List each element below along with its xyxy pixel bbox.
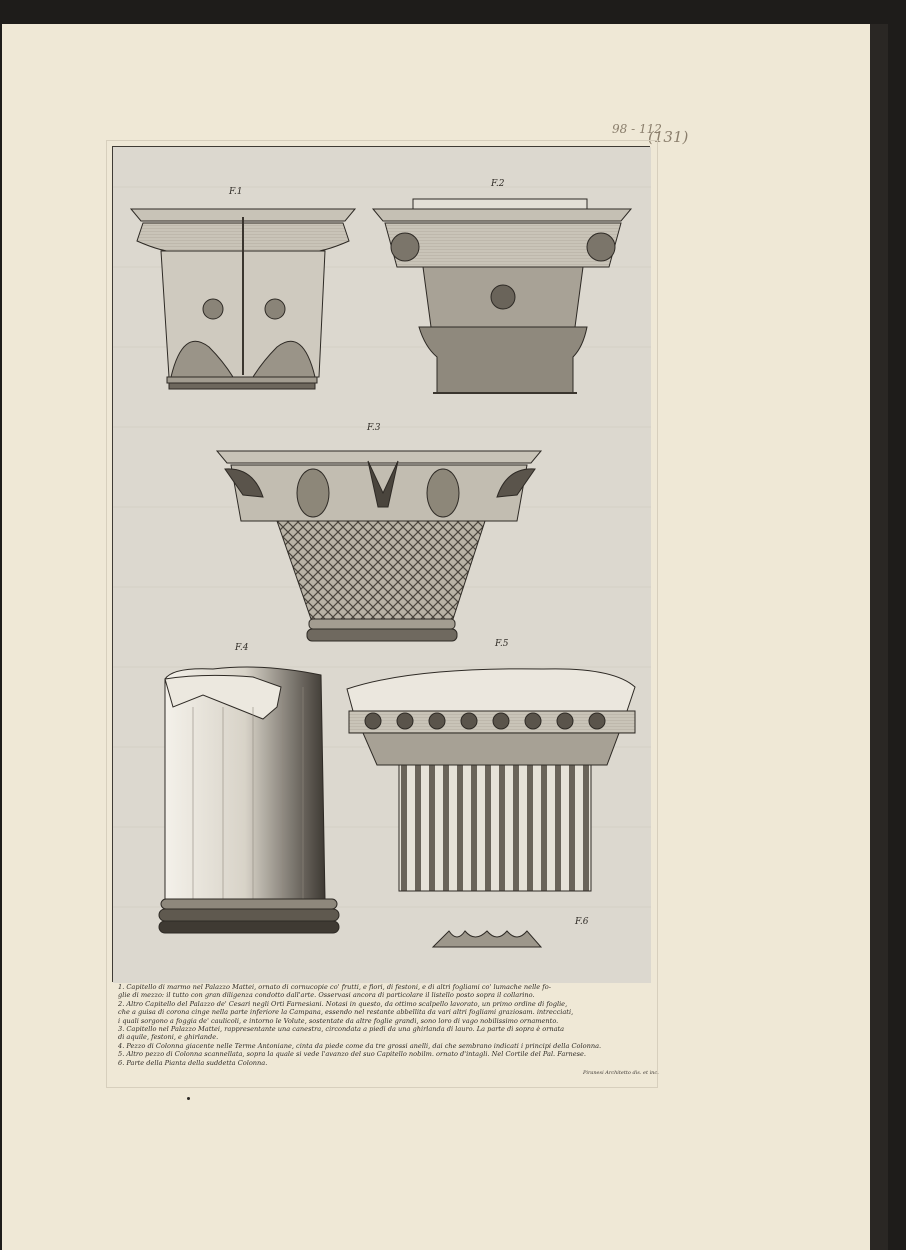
figure-label-6: F.6 xyxy=(575,917,589,927)
caption-line: 2. Altro Capitello del Palazzo de' Cesari negli Orti Farnesiani. Notasi in questo, da ottimo scalpello lavorato, un primo ordine di foglie, xyxy=(118,999,568,1008)
caption-line: 5. Altro pezzo di Colonna scannellata, sopra la quale si vede l'avanzo del suo Capitello nobilm. ornato d'intagli. Nel Cortile del Pal. Farnese. xyxy=(118,1050,586,1059)
caption-line: 1. Capitello di marmo nel Palazzo Mattei, ornato di cornucopie co' frutti, e fiori, di festoni, e di altri fogliami co' lumache nelle fo- xyxy=(118,983,551,991)
column-figure-4 xyxy=(159,667,339,933)
engraver-signature: Piranesi Architetto dis. et inc. xyxy=(583,1070,659,1076)
pencil-note-right: (131) xyxy=(648,128,689,146)
column-plan-figure-6 xyxy=(433,931,541,947)
dark-book-edge xyxy=(870,24,888,1250)
figure-label-5: F.5 xyxy=(495,639,509,649)
caption-line: glie di mezzo: il tutto con gran diligenza condotto dall'arte. Osservasi ancora di particolare il listello posto sopra il collarino. xyxy=(118,991,535,1000)
figure-label-4: F.4 xyxy=(235,643,249,653)
caption-line: 4. Pezzo di Colonna giacente nelle Terme Antoniane, cinta da piede come da tre grossi anelli, dai che sembrano indicati i principi della Colonna. xyxy=(118,1041,602,1050)
plate-caption xyxy=(118,983,658,1067)
caption-line: i quali sorgono a foggia de' caulicoli, e intorno le Volute, sostentate da altre foglie grandi, sono loro di vago nobilissimo ornamento. xyxy=(118,1016,559,1025)
caption-line: 3. Capitello nel Palazzo Mattei, rappresentante una canestra, circondata a piedi da una ghirlanda di lauro. La parte di sopra è ornata xyxy=(118,1025,565,1034)
figure-label-2: F.2 xyxy=(491,179,505,189)
pencil-note-left: 98 - 112 xyxy=(612,122,662,136)
figure-label-3: F.3 xyxy=(367,423,381,433)
figure-label-1: F.1 xyxy=(229,187,243,197)
caption-line: di aquile, festoni, e ghirlande. xyxy=(118,1033,219,1042)
caption-line: 6. Parte della Pianta della suddetta Colonna. xyxy=(118,1058,268,1067)
engraving-illustration xyxy=(113,147,651,983)
caption-line: che a guisa di corona cinge nella parte inferiore la Campana, essendo nel restante abbellita da vari altri fogliami graziosam. intrecciati, xyxy=(118,1008,574,1017)
ink-speck xyxy=(187,1097,190,1100)
engraving-plate xyxy=(112,146,650,982)
